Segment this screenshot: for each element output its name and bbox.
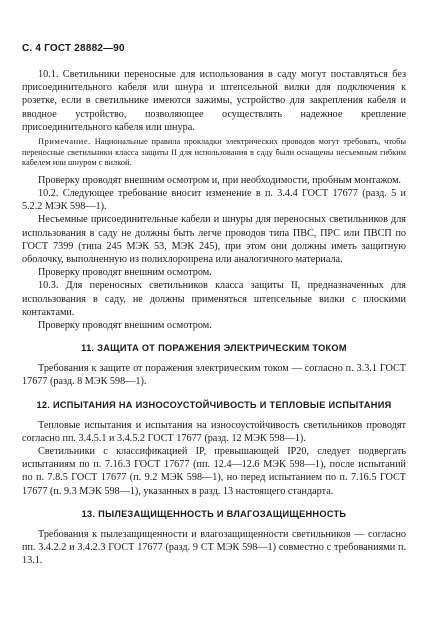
paragraph-10-2: 10.2. Следующее требование вносит изменение в п. 3.4.4 ГОСТ 17677 (разд. 5 и 5.2.2 МЭК 598—1). (22, 188, 406, 213)
note-text: Национальные правила прокладки электрических проводов могут требовать, чтобы переносные светильники класса защиты II для использования в саду были оснащены несъемным гибким кабелем или шнуром с вилкой. (22, 137, 407, 168)
section-heading-13: 13. ПЫЛЕЗАЩИЩЕННОСТЬ И ВЛАГОЗАЩИЩЕННОСТЬ (81, 508, 347, 519)
note-lead: Примечание. (38, 137, 91, 147)
paragraph-section-12-a: Тепловые испытания и испытания на износоустойчивость светильников проводят согласно пп. 3.4.5.1 и 3.4.5.2 ГОСТ 17677 (разд. 12 МЭК 598—1). (22, 419, 406, 444)
paragraph-10-1: 10.1. Светильники переносные для использования в саду могут поставляться без присоединительного кабеля или шнура и штепсельной вилки для подключения к розетке, если в светильнике имеются зажимы, устройство для закрепления кабеля и вводное устройство, позволяющее осуществлять надежное крепление присоединительного кабеля или шнура. (22, 69, 406, 133)
note (22, 137, 406, 169)
section-heading-12: 12. ИСПЫТАНИЯ НА ИЗНОСОУСТОЙЧИВОСТЬ И ТЕПЛОВЫЕ ИСПЫТАНИЯ (36, 399, 392, 410)
paragraph-cables: Несъемные присоединительные кабели и шнуры для переносных светильников для использования в саду не должны быть легче проводов типа ПВС, ПРС или ПВСП по ГОСТ 7399 (типа 245 МЭК 53, МЭК 245), при этом они должны иметь защитную оболочку, выполненную из полихлоропрена или аналогичного материала. (22, 214, 406, 266)
paragraph-10-3: 10.3. Для переносных светильников класса защиты II, предназначенных для использования в саду, не должны применяться штепсельные вилки с плоскими контактами. (22, 280, 406, 318)
section-heading-11: 11. ЗАЩИТА ОТ ПОРАЖЕНИЯ ЭЛЕКТРИЧЕСКИМ ТОКОМ (81, 343, 347, 354)
paragraph-section-13: Требования к пылезащищенности и влагозащищенности светильников — согласно пп. 3.4.2.2 и 3.4.2.3 ГОСТ 17677 (разд. 9 СТ МЭК 598—1) совместно с требованиями п. 13.1. (22, 528, 406, 567)
paragraph-section-12-b: Светильники с классификацией IP, превышающей IP20, следует подвергать испытаниям по п. 7.16.3 ГОСТ 17677 (пп. 12.4—12.6 МЭК 598—1), после испытаний по п. 7.8.5 ГОСТ 17677 (п. 9.2 МЭК 598—1), но перед испытанием по п. 7.16.5 ГОСТ 17677 (п. 9.3 МЭК 598—1), указанных в разд. 13 настоящего стандарта. (22, 446, 406, 497)
paragraph-check-1: Проверку проводят внешним осмотром и, при необходимости, пробным монтажом. (38, 174, 402, 186)
paragraph-check-3: Проверку проводят внешним осмотром. (38, 320, 212, 332)
paragraph-check-2: Проверку проводят внешним осмотром. (38, 267, 212, 279)
paragraph-section-11: Требования к защите от поражения электрическим током — согласно п. 3.3.1 ГОСТ 17677 (разд. 8 МЭК 598—1). (22, 363, 406, 388)
page-header: С. 4 ГОСТ 28882—90 (22, 43, 125, 54)
document-body (22, 68, 406, 567)
